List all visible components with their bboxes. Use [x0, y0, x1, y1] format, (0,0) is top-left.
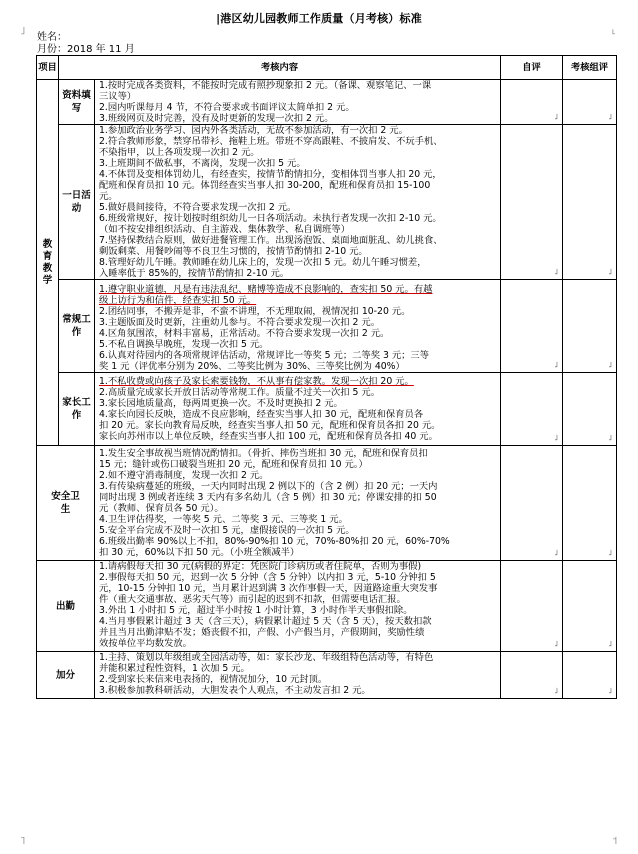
content-cell	[95, 652, 501, 699]
criterion-line: 元，10-15 分钟扣 10 元，当月累计迟到满 3 次作事假一天，因道路途重大突发事	[99, 583, 438, 594]
criterion-line: 元。	[99, 191, 118, 202]
criterion-line: 1.发生安全事故视当班情况酌情扣。（骨折、摔伤当班扣 30 元，配班和保育员扣	[99, 448, 428, 459]
header-item: 项目	[37, 56, 59, 80]
criterion-line: 配班和保育员扣 10 元。体罚经查实当事人扣 30-200，配班和保育员扣 15-100	[99, 180, 431, 191]
self-score-cell[interactable]: ˩	[501, 652, 563, 699]
criterion-line: 1.遵守职业道德，凡是有违法乱纪、赌博等造成不良影响的，查实扣 50 元。有越	[99, 284, 433, 295]
criterion-line: 3.班级网页及时完善，没有及时更新的发现一次扣 2 元。	[99, 113, 334, 124]
sub-item-label: 常规工作	[59, 280, 95, 373]
criterion-line: 1.请病假每天扣 30 元(病假的界定：凭医院门诊病历或者住院单，否则为事假)	[99, 561, 422, 572]
header-check: 考核组评	[563, 56, 617, 80]
check-score-cell[interactable]: ˩	[563, 652, 617, 699]
criterion-line: 3.主题版面及时更新，注重幼儿参与。不符合要求发现一次扣 2 元。	[99, 317, 381, 328]
criterion-line: 不染指甲，以上各项发现一次扣 2 元。	[99, 147, 260, 158]
criterion-line: 效按单位平均数发放。	[99, 638, 192, 649]
header-self: 自评	[501, 56, 563, 80]
criterion-line: 1.参加政治业务学习、园内外各类活动，无故不参加活动，有一次扣 2 元。	[99, 125, 408, 136]
content-cell	[95, 373, 501, 446]
criterion-line: 1.主持、策划以年级组或全园活动等，如：家长沙龙、年级组特色活动等，有特色	[99, 652, 434, 663]
criterion-line: 2.团结同事，不搬弄是非，不蛮不讲理，不无理取闹，视情况扣 10-20 元。	[99, 306, 411, 317]
criterion-line: 5.安全平台完成不及时一次扣 5 元，虚假接误的一次扣 5 元。	[99, 525, 355, 536]
sub-item-label: 资料填写	[59, 80, 95, 125]
criterion-line: （如不按安排组织活动、自主游戏、集体教学、私自调班等）	[99, 224, 351, 235]
assessment-table	[36, 55, 617, 699]
header-row	[37, 56, 617, 80]
content-cell	[95, 561, 501, 652]
self-score-cell[interactable]: ˩	[501, 561, 563, 652]
criterion-line: 5.做好晨间接待，不符合要求发现一次扣 2 元。	[99, 202, 297, 213]
content-cell	[95, 280, 501, 373]
document-title: |港区幼儿园教师工作质量（月考核）标准	[216, 12, 422, 25]
criterion-line: 2.事假每天扣 50 元，迟到一次 5 分钟（含 5 分钟）以内扣 3 元，5-10 分钟扣 5	[99, 572, 436, 583]
page-corner-bottom-right: ˦	[612, 834, 618, 847]
criterion-line: 3.外出 1 小时扣 5 元，超过半小时按 1 小时计算，3 小时作半天事假扣除。	[99, 605, 413, 616]
content-cell	[95, 80, 501, 125]
criterion-line: 1.不私收费或向孩子及家长索要钱物，不从事有偿家教。发现一次扣 20 元。	[99, 376, 414, 387]
criterion-line: 3.有传染病蔓延的班级，一天内同时出现 2 例以下的（含 2 例）扣 20 元；一天内	[99, 481, 438, 492]
page-corner-top-right: ˪	[612, 24, 616, 37]
criterion-line: 15 元；缝针或伤口破裂当班扣 20 元，配班和保育员扣 10 元。）	[99, 459, 368, 470]
table-row	[37, 125, 617, 280]
criterion-line: 2.高质量完成家长开放日活动等常规工作。质量不过关一次扣 5 元。	[99, 387, 381, 398]
criterion-line: 并且当月出勤津贴不发；婚丧假不扣，产假、小产假当月，产假期间，奖励性绩	[99, 627, 425, 638]
criterion-line: 扣 30 元，60%以下扣 50 元。（小班全额减半）	[99, 547, 300, 558]
criterion-line: 2.符合教师形象，禁穿吊带衫、拖鞋上班。带班不穿高跟鞋、不披肩发、不玩手机、	[99, 136, 443, 147]
page-corner-top-left: ˩	[20, 24, 26, 37]
criterion-line: 6.认真对待园内的各项常规评估活动，常规评比一等奖 5 元；二等奖 3 元；三等	[99, 350, 430, 361]
check-score-cell[interactable]: ˩	[563, 561, 617, 652]
group-label: 教育教学	[42, 238, 53, 286]
header-content: 考核内容	[59, 56, 501, 80]
criterion-line: 并能积累过程性资料，1 次加 5 元。	[99, 663, 250, 674]
self-score-cell[interactable]: ˩	[501, 446, 563, 561]
criterion-line: 3.家长园地质量高，每两周更换一次。不及时更换扣 2 元。	[99, 398, 343, 409]
criterion-line: 4.当月事假累计超过 3 天（含三天），病假累计超过 5 天（含 5 天），按天数扣款	[99, 616, 432, 627]
group-bonus: 加分	[37, 652, 95, 699]
month-field: 月份：2018 年 11 月	[37, 44, 135, 55]
criterion-line: 3.上班期间不做私事，不离岗，发现一次扣 5 元。	[99, 158, 306, 169]
group-education	[37, 80, 59, 446]
sub-item-label: 一日活动	[59, 125, 95, 280]
criterion-line: 6.班级常规好，按计划按时组织幼儿一日各项活动。未执行者发现一次扣 2-10 元。	[99, 213, 442, 224]
criterion-line: 剩饭剩菜、用餐吵闹等不良卫生习惯的，按情节酌情扣 2-10 元。	[99, 246, 368, 257]
check-score-cell[interactable]: ˩	[563, 373, 617, 446]
table-row	[37, 652, 617, 699]
criterion-line: 4.不体罚及变相体罚幼儿，有经查实，按情节酌情扣分，变相体罚当事人扣 20 元，	[99, 169, 442, 180]
table-row	[37, 561, 617, 652]
criterion-line: 件（重大交通事故、恶劣天气等）而引起的迟到不扣款，但需要电话汇报。	[99, 594, 406, 605]
criterion-line: 2.如不遵守消毒制度，发现一次扣 2 元。	[99, 470, 269, 481]
sub-item-label: 家长工作	[59, 373, 95, 446]
criterion-line: 4.家长向园长反映，造成不良应影响，经查实当事人扣 30 元，配班和保育员各	[99, 409, 424, 420]
criterion-line: 奖 1 元（评优率分别为 20%、二等奖比例为 30%、三等奖比例为 40%）	[99, 361, 405, 372]
self-score-cell[interactable]: ˩	[501, 80, 563, 125]
criterion-line: 级上访行为和信件，经查实扣 50 元。	[99, 295, 257, 306]
criterion-line: 入睡率低于 85%的，按情节酌情扣 2-10 元。	[99, 268, 290, 279]
criterion-line: 家长向苏州市以上单位反映，经查实当事人扣 100 元，配班和保育员各扣 40 元。	[99, 431, 438, 442]
criterion-line: 三议等）	[99, 91, 137, 102]
table-row	[37, 373, 617, 446]
criterion-line: 5.不私自调换早晚班，发现一次扣 5 元。	[99, 339, 269, 350]
check-score-cell[interactable]: ˩	[563, 280, 617, 373]
self-score-cell[interactable]: ˩	[501, 125, 563, 280]
criterion-line: 8.管理好幼儿午睡。教师睡在幼儿床上的，发现一次扣 5 元。幼儿午睡习惯差，	[99, 257, 427, 268]
table-row	[37, 280, 617, 373]
criterion-line: 元（教师、保育员各 50 元）。	[99, 503, 224, 514]
criterion-line: 扣 20 元。家长向教育局反映，经查实当事人扣 50 元，配班和保育员各扣 20 元。	[99, 420, 441, 431]
page-corner-bottom-left: ˥	[20, 834, 26, 847]
check-score-cell[interactable]: ˩	[563, 125, 617, 280]
criterion-line: 4.区角氛围浓，材料丰富易，正常活动。不符合要求发现一次扣 2 元。	[99, 328, 390, 339]
self-score-cell[interactable]: ˩	[501, 373, 563, 446]
criterion-line: 3.积极参加教科研活动，大胆发表个人观点，不主动发言扣 2 元。	[99, 685, 371, 696]
criterion-line: 6.班级出勤率 90%以上不扣，80%-90%扣 10 元，70%-80%扣 20 元，60%-70%	[99, 536, 450, 547]
criterion-line: 2.受到家长来信来电表扬的，视情况加分，10 元封顶。	[99, 674, 328, 685]
self-score-cell[interactable]: ˩	[501, 280, 563, 373]
content-cell	[95, 125, 501, 280]
criterion-line: 7.坚持保教结合原则，做好进餐管理工作。出现汤泡饭、桌面地面脏乱、幼儿挑食、	[99, 235, 443, 246]
criterion-line: 4.卫生评估得奖，一等奖 5 元、二等奖 3 元、三等奖 1 元。	[99, 514, 348, 525]
name-field: 姓名：	[37, 32, 67, 43]
check-score-cell[interactable]: ˩	[563, 446, 617, 561]
group-attendance: 出勤	[37, 561, 95, 652]
table-row	[37, 446, 617, 561]
criterion-line: 1.按时完成各类资料，不能按时完成有照抄现象扣 2 元。（备课、观察笔记、一课	[99, 80, 432, 91]
table-row	[37, 80, 617, 125]
criterion-line: 2.园内听课每月 4 节，不符合要求或书面评议太简单扣 2 元。	[99, 102, 355, 113]
check-score-cell[interactable]: ˩	[563, 80, 617, 125]
group-safety: 安全卫生	[37, 446, 95, 561]
content-cell	[95, 446, 501, 561]
criterion-line: 同时出现 3 例或者连续 3 天内有多名幼儿（含 5 例）扣 30 元；停课安排的扣 50	[99, 492, 437, 503]
